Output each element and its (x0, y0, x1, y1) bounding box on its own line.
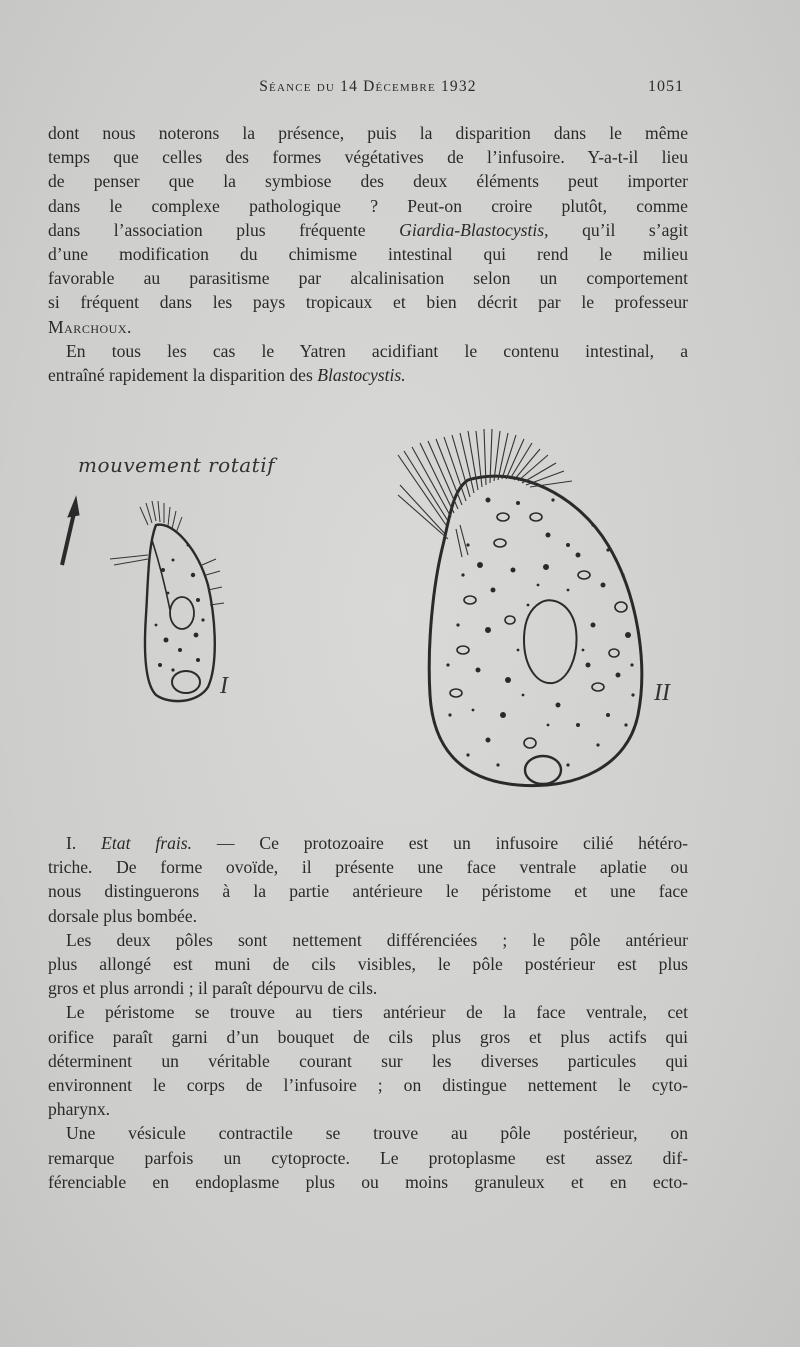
text-line: gros et plus arrondi ; il paraît dépourvu de cils. (48, 978, 378, 999)
organism-small (110, 501, 224, 701)
text-line: triche. De forme ovoïde, il présente une face ventrale aplatie ou (48, 857, 688, 878)
figure-caption: mouvement rotatif (78, 453, 275, 477)
text-line: dans le complexe pathologique ? Peut-on croire plutôt, comme (48, 195, 688, 216)
italic-term: Blastocystis. (317, 365, 406, 386)
figure-drawing (48, 425, 708, 805)
text-segment: dans l’association plus fréquente (48, 219, 366, 240)
text-line (48, 218, 688, 242)
text-line (48, 363, 688, 387)
organism-large (398, 429, 642, 786)
header-title: Séance du 14 Décembre 1932 (259, 78, 477, 95)
running-header (48, 78, 688, 100)
text-line: de penser que la symbiose des deux éléments peut importer (48, 171, 688, 192)
arrow-icon (62, 497, 79, 565)
paragraph-1 (48, 121, 688, 387)
text-line: En tous les cas le Yatren acidifiant le contenu intestinal, a (66, 340, 688, 361)
text-line: dont nous noterons la présence, puis la disparition dans le même (48, 123, 688, 143)
text-line: férenciable en endoplasme plus ou moins granuleux et en ecto- (48, 1171, 688, 1192)
text-line: si fréquent dans les pays tropicaux et bien décrit par le professeur (48, 292, 688, 313)
section-number: I. (66, 833, 77, 853)
text-line: d’une modification du chimisme intestinal qui rend le milieu (48, 244, 688, 265)
section-heading: Etat frais. (101, 833, 192, 853)
text-line: Le péristome se trouve au tiers antérieur de la face ventrale, cet (66, 1002, 688, 1023)
text-line: favorable au parasitisme par alcalinisation selon un comportement (48, 268, 688, 289)
author-name: Marchoux. (48, 316, 132, 337)
text-line: environnent le corps de l’infusoire ; on distingue nettement le cyto- (48, 1075, 688, 1096)
figure-label-small: I (220, 673, 228, 699)
text-line: temps que celles des formes végétatives de l’infusoire. Y-a-t-il lieu (48, 147, 688, 168)
text-segment: entraîné rapidement la disparition des (48, 365, 313, 386)
text-line: déterminent un véritable courant sur les diverses particules qui (48, 1050, 688, 1071)
section-description (48, 831, 688, 1194)
text-line: Une vésicule contractile se trouve au pôle postérieur, on (66, 1123, 688, 1144)
figure-label-large: II (654, 680, 670, 706)
text-line: nous distinguerons à la partie antérieure le péristome et une face (48, 881, 688, 902)
text-line: pharynx. (48, 1099, 111, 1120)
italic-term: Giardia-Blastocystis, (399, 219, 549, 240)
text-line: remarque parfois un cytoprocte. Le protoplasme est assez dif- (48, 1147, 688, 1168)
text-segment: — Ce protozoaire est un infusoire cilié hétéro- (216, 833, 688, 853)
text-line: orifice paraît garni d’un bouquet de cils plus gros et plus actifs qui (48, 1026, 688, 1047)
text-line (48, 831, 688, 855)
text-line: dorsale plus bombée. (48, 905, 198, 926)
text-segment: qu’il s’agit (582, 219, 688, 240)
text-line: plus allongé est muni de cils visibles, le pôle postérieur est plus (48, 954, 688, 975)
text-line: Les deux pôles sont nettement différenciées ; le pôle antérieur (66, 929, 688, 950)
figure-infusoria (48, 425, 708, 805)
page-number: 1051 (648, 78, 684, 95)
